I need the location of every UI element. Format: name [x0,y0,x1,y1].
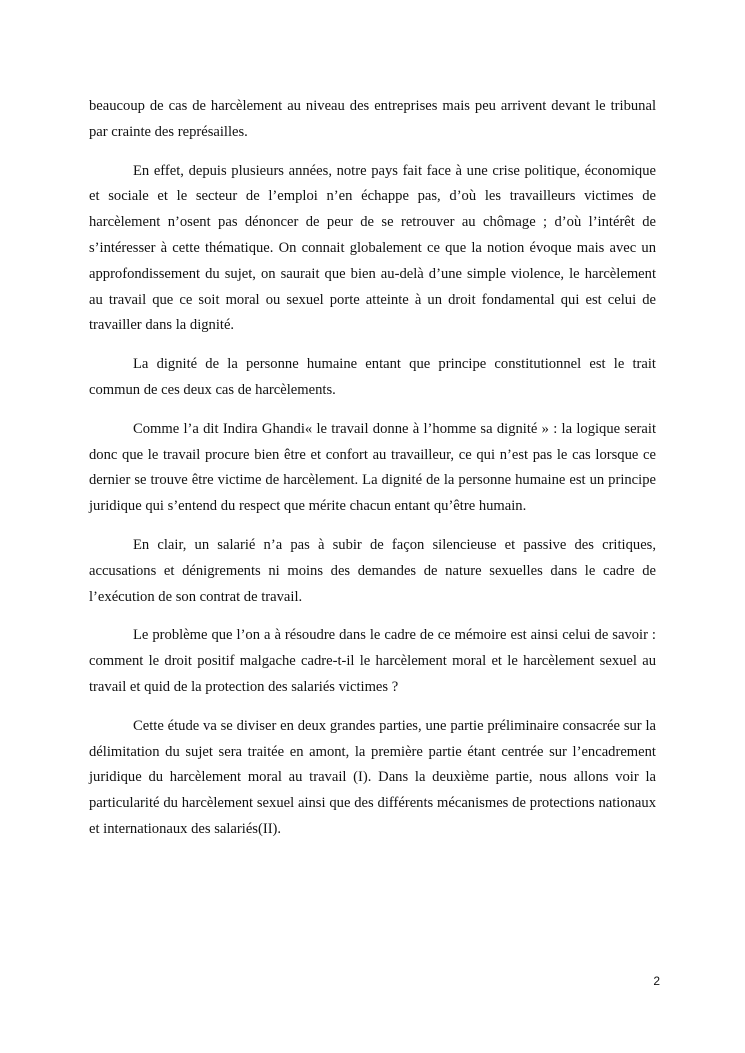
paragraph-quote: Comme l’a dit Indira Ghandi« le travail donne à l’homme sa dignité » : la logique serait donc que le travail procure bien être et confort au travailleur, ce qui n’est pas le cas lorsque ce dernier se trouve être victime de harcèlement. La dignité de la personne humaine est un principe juridique qui s’entend du respect que mérite chacun entant qu’être humain. [89,420,656,515]
body-text [89,94,656,856]
paragraph-clarification: En clair, un salarié n’a pas à subir de façon silencieuse et passive des critiques, accusations et dénigrements ni moins des demandes de nature sexuelles dans le cadre de l’exécution de son contrat de travail. [89,536,656,605]
paragraph-problem-statement: Le problème que l’on a à résoudre dans le cadre de ce mémoire est ainsi celui de savoir : comment le droit positif malgache cadre-t-il le harcèlement moral et le harcèlement sexuel au travail et quid de la protection des salariés victimes ? [89,627,656,695]
paragraph-outline: Cette étude va se diviser en deux grandes parties, une partie préliminaire consacrée sur la délimitation du sujet sera traitée en amont, la première partie étant centrée sur l’encadrement juridique du harcèlement moral au travail (I). Dans la deuxième partie, nous allons voir la particularité du harcèlement sexuel ainsi que des différents mécanismes de protections nationaux et internationaux des salariés(II). [89,717,656,837]
paragraph-dignity-principle: La dignité de la personne humaine entant que principe constitutionnel est le trait commun de ces deux cas de harcèlements. [89,356,656,398]
page-number: 2 [653,974,660,988]
paragraph-context: En effet, depuis plusieurs années, notre pays fait face à une crise politique, économique et sociale et le secteur de l’emploi n’en échappe pas, d’où les travailleurs victimes de harcèlement n’osent pas dénoncer de peur de se retrouver au chômage ; d’où l’intérêt de s’intéresser à cette thématique. On connait globalement ce que la notion évoque mais avec un approfondissement du sujet, on saurait que bien au-delà d’une simple violence, le harcèlement au travail que ce soit moral ou sexuel porte atteinte à un droit fondamental qui est celui de travailler dans la dignité. [89,162,656,334]
paragraph-continuation: beaucoup de cas de harcèlement au niveau des entreprises mais peu arrivent devant le tribunal par crainte des représailles. [89,98,656,140]
